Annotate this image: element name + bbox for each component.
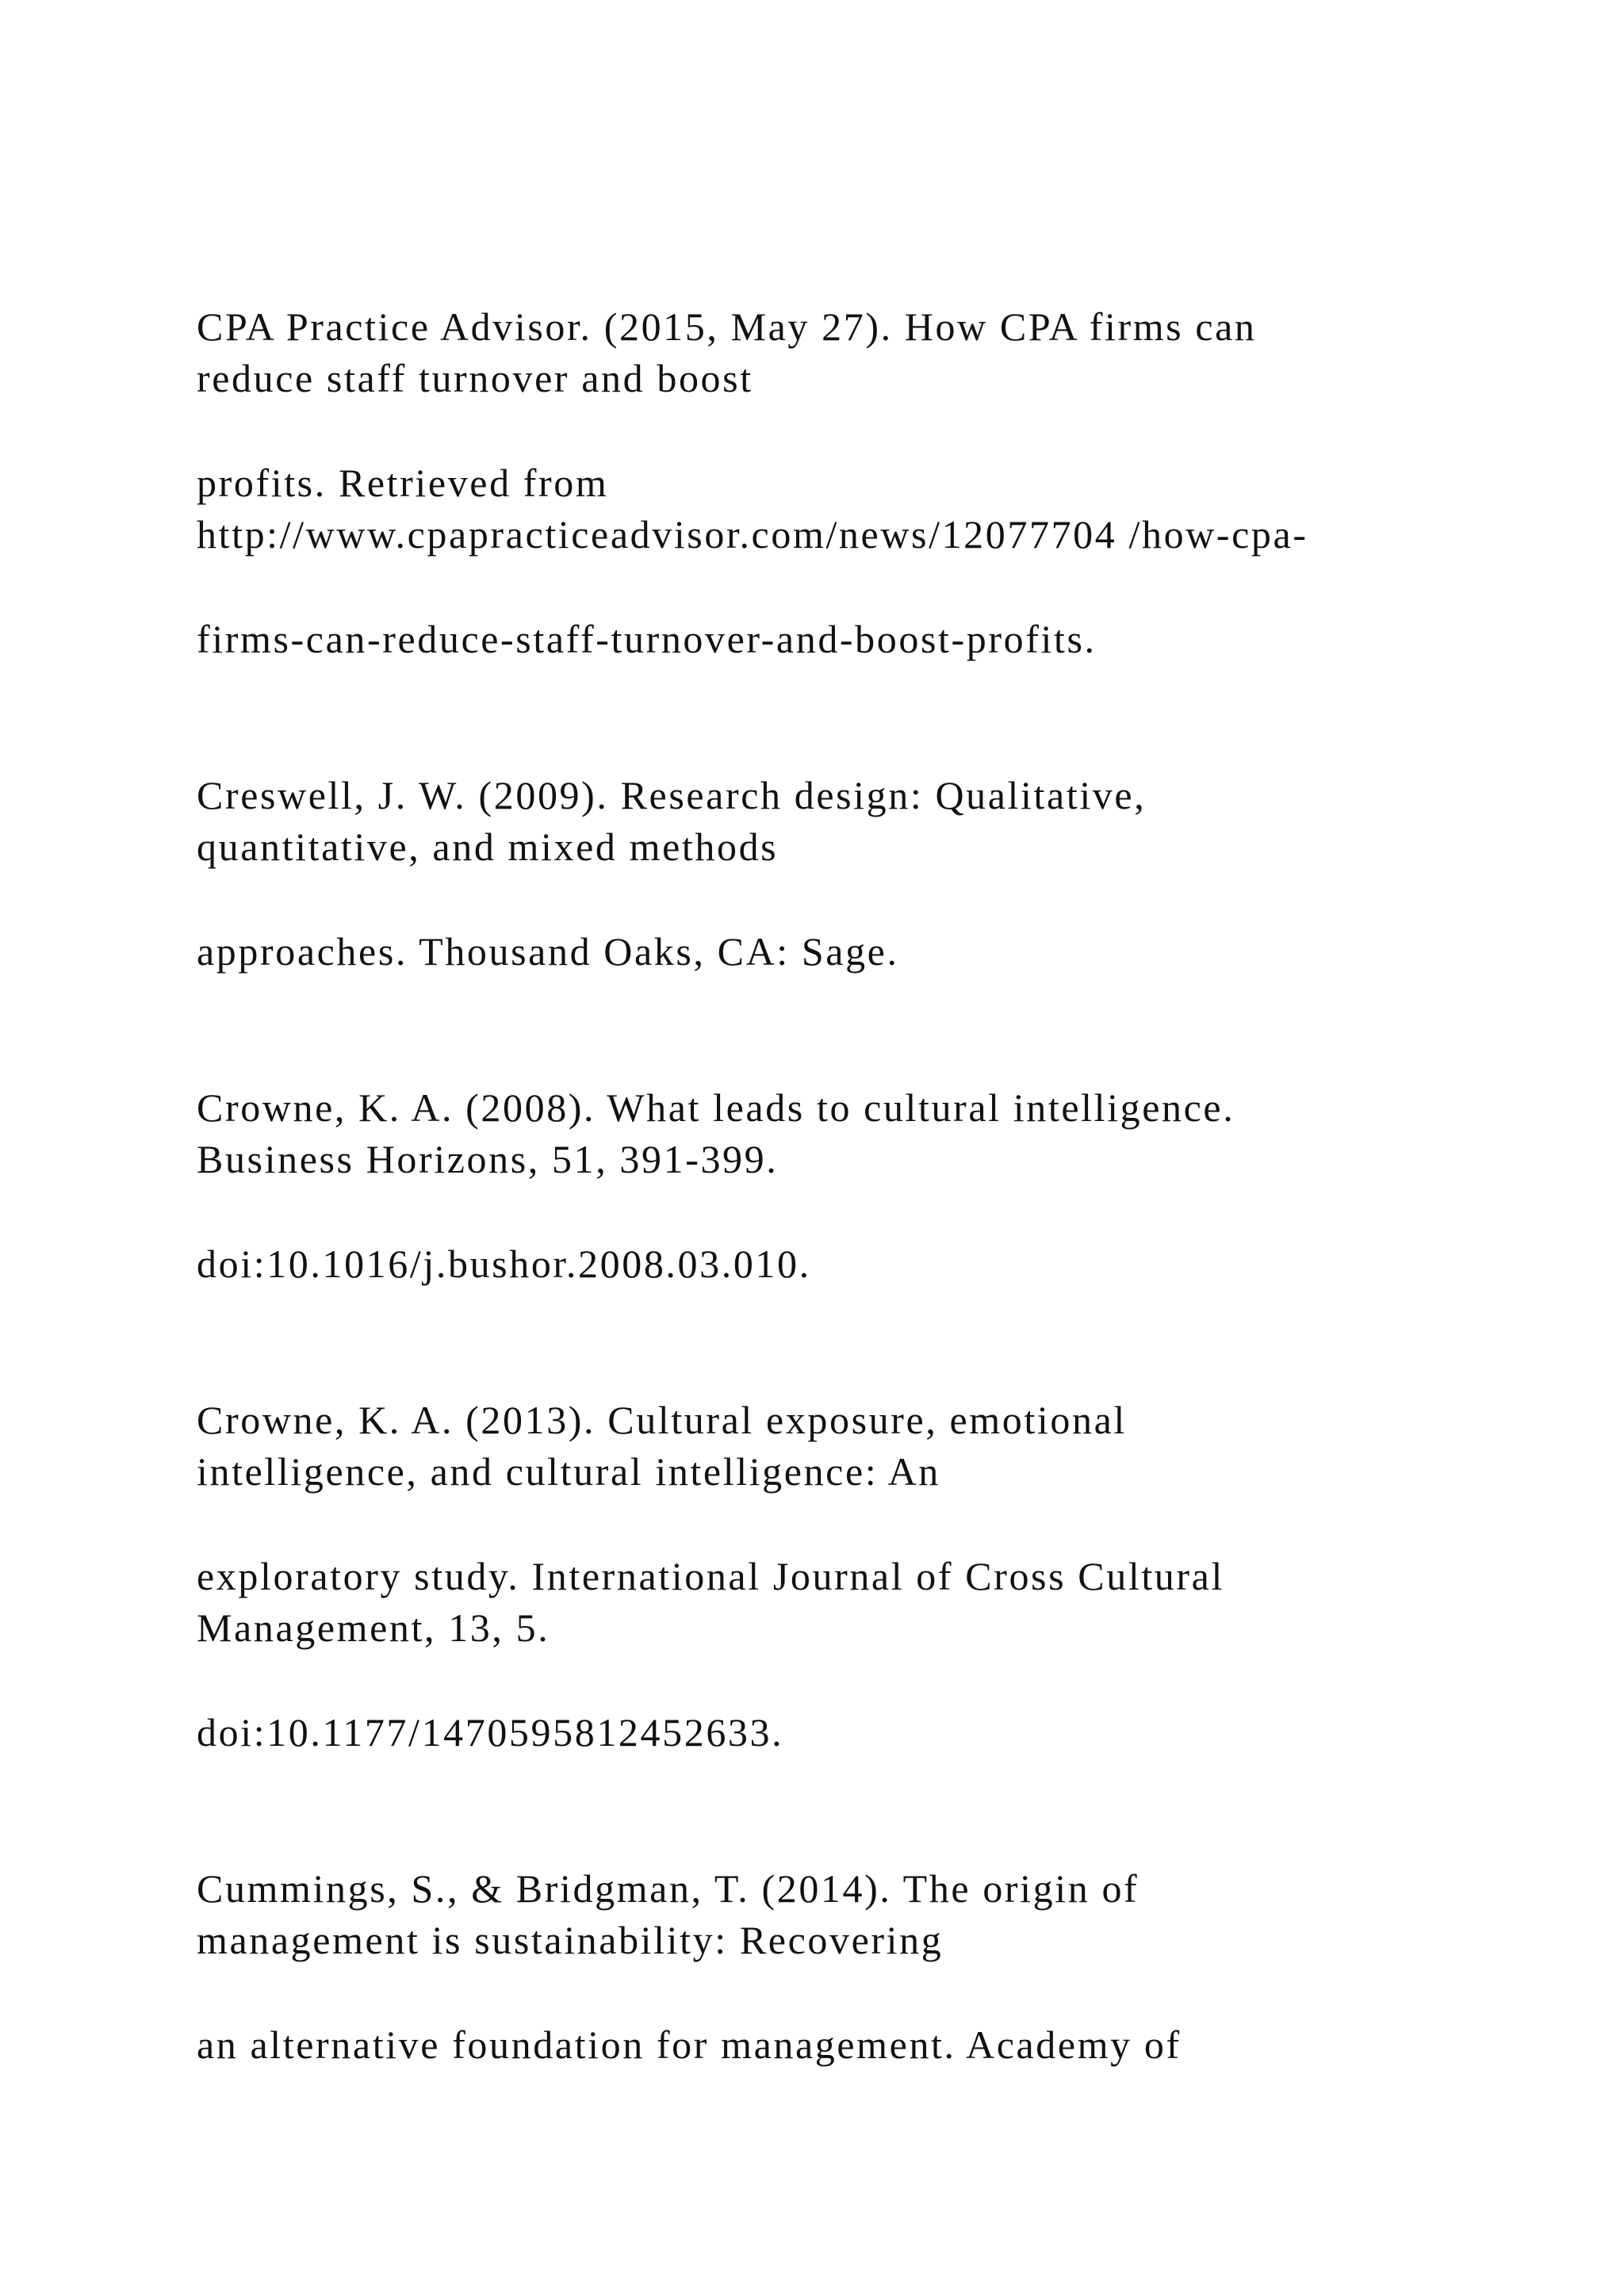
reference-line: quantitative, and mixed methods (197, 825, 779, 869)
reference-line: Crowne, K. A. (2013). Cultural exposure, emotional (197, 1398, 1127, 1442)
reference-line: firms-can-reduce-staff-turnover-and-boost-profits. (197, 617, 1097, 661)
reference-line: exploratory study. International Journal of Cross Cultural (197, 1554, 1224, 1598)
reference-line: http://www.cpapracticeadvisor.com/news/12077704 /how-cpa- (197, 512, 1308, 557)
reference-line: management is sustainability: Recovering (197, 1918, 944, 1962)
reference-line: approaches. Thousand Oaks, CA: Sage. (197, 929, 899, 974)
reference-line: Business Horizons, 51, 391-399. (197, 1137, 779, 1181)
reference-line: Cummings, S., & Bridgman, T. (2014). The origin of (197, 1866, 1139, 1911)
reference-line: profits. Retrieved from (197, 461, 609, 505)
reference-line: Creswell, J. W. (2009). Research design: Qualitative, (197, 773, 1147, 817)
reference-line: CPA Practice Advisor. (2015, May 27). How CPA firms can (197, 304, 1257, 349)
reference-line: intelligence, and cultural intelligence: An (197, 1449, 940, 1494)
reference-line: an alternative foundation for management. Academy of (197, 2022, 1182, 2067)
reference-line: doi:10.1177/1470595812452633. (197, 1710, 784, 1755)
reference-line: Management, 13, 5. (197, 1605, 550, 1650)
reference-line: Crowne, K. A. (2008). What leads to cultural intelligence. (197, 1085, 1235, 1130)
reference-line: reduce staff turnover and boost (197, 356, 753, 400)
reference-line: doi:10.1016/j.bushor.2008.03.010. (197, 1242, 811, 1286)
